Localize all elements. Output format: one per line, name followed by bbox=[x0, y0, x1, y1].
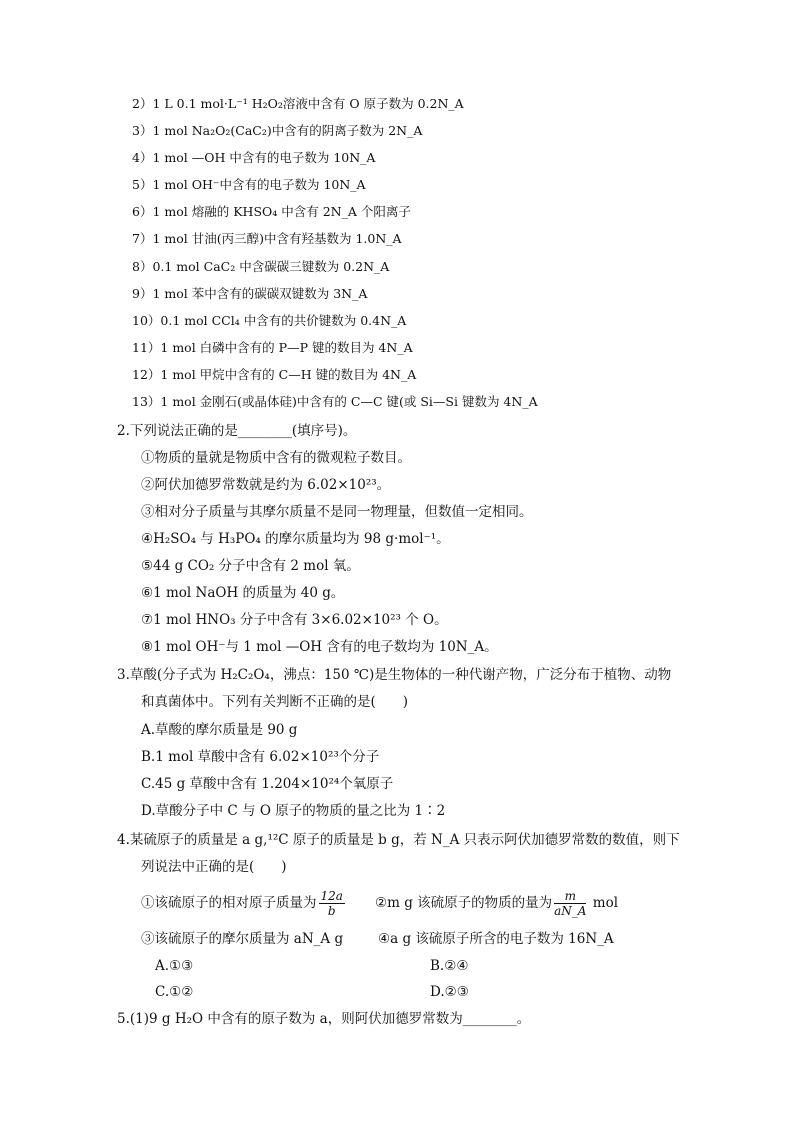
question-2-statement: ⑤44 g CO₂ 分子中含有 2 mol 氧。 bbox=[141, 558, 360, 574]
question-2-statement: ③相对分子质量与其摩尔质量不是同一物理量，但数值一定相同。 bbox=[141, 504, 533, 520]
list-item: 10）0.1 mol CCl₄ 中含有的共价键数为 0.4N_A bbox=[132, 313, 407, 328]
fraction bbox=[554, 889, 586, 918]
statement-text: ①该硫原子的相对原子质量为 bbox=[141, 895, 317, 911]
option-c: C.45 g 草酸中含有 1.204×10²⁴个氧原子 bbox=[141, 776, 394, 792]
question-5-stem: 5.(1)9 g H₂O 中含有的原子数为 a，则阿伏加德罗常数为________。 bbox=[117, 1011, 531, 1027]
list-item: 6）1 mol 熔融的 KHSO₄ 中含有 2N_A 个阳离子 bbox=[132, 204, 411, 219]
question-4-statement-4: ④a g 该硫原子所含的电子数为 16N_A bbox=[378, 931, 614, 947]
option-a: A.草酸的摩尔质量是 90 g bbox=[141, 722, 298, 738]
fraction-numerator: m bbox=[554, 889, 586, 904]
question-4-stem: 列说法中正确的是( ) bbox=[141, 859, 287, 875]
question-2-statement: ⑧1 mol OH⁻与 1 mol —OH 含有的电子数均为 10N_A。 bbox=[141, 639, 498, 655]
question-2-statement: ⑦1 mol HNO₃ 分子中含有 3×6.02×10²³ 个 O。 bbox=[141, 612, 448, 628]
fraction bbox=[319, 889, 345, 918]
fraction-denominator: b bbox=[327, 904, 336, 918]
question-3-stem: 和真菌体中。下列有关判断不正确的是( ) bbox=[141, 694, 409, 710]
list-item: 3）1 mol Na₂O₂(CaC₂)中含有的阴离子数为 2N_A bbox=[132, 123, 423, 138]
option-b: B.②④ bbox=[430, 958, 469, 974]
option-d: D.草酸分子中 C 与 O 原子的物质的量之比为 1∶2 bbox=[141, 803, 446, 819]
question-3-stem: 3.草酸(分子式为 H₂C₂O₄，沸点：150 ℃)是生物体的一种代谢产物，广泛分布于植物、动物 bbox=[117, 667, 672, 683]
option-b: B.1 mol 草酸中含有 6.02×10²³个分子 bbox=[141, 749, 380, 765]
question-2-stem: 2.下列说法正确的是________(填序号)。 bbox=[117, 423, 357, 439]
question-2-statement: ①物质的量就是物质中含有的微观粒子数目。 bbox=[141, 450, 411, 466]
fraction-numerator: 12a bbox=[320, 889, 343, 903]
list-item: 8）0.1 mol CaC₂ 中含碳碳三键数为 0.2N_A bbox=[132, 259, 390, 274]
list-item: 13）1 mol 金刚石(或晶体硅)中含有的 C—C 键(或 Si—Si 键数为 4N_A bbox=[132, 394, 538, 409]
list-item: 9）1 mol 苯中含有的碳碳双键数为 3N_A bbox=[132, 286, 368, 301]
list-item: 4）1 mol —OH 中含有的电子数为 10N_A bbox=[132, 150, 376, 165]
question-2-statement: ④H₂SO₄ 与 H₃PO₄ 的摩尔质量均为 98 g·mol⁻¹。 bbox=[141, 531, 450, 547]
question-4-statement-1 bbox=[141, 885, 347, 921]
list-item: 12）1 mol 甲烷中含有的 C—H 键的数目为 4N_A bbox=[132, 367, 417, 382]
list-item: 2）1 L 0.1 mol·L⁻¹ H₂O₂溶液中含有 O 原子数为 0.2N_A bbox=[132, 96, 464, 111]
list-item: 11）1 mol 白磷中含有的 P—P 键的数目为 4N_A bbox=[132, 340, 413, 355]
question-4-statement-2 bbox=[375, 885, 618, 921]
question-4-statement-3: ③该硫原子的摩尔质量为 aN_A g bbox=[141, 931, 344, 947]
unit-text: mol bbox=[592, 895, 619, 911]
list-item: 5）1 mol OH⁻中含有的电子数为 10N_A bbox=[132, 177, 366, 192]
statement-text: ②m g 该硫原子的物质的量为 bbox=[375, 895, 553, 911]
option-c: C.①② bbox=[155, 984, 194, 1000]
option-d: D.②③ bbox=[430, 984, 469, 1000]
list-item: 7）1 mol 甘油(丙三醇)中含有羟基数为 1.0N_A bbox=[132, 231, 402, 246]
fraction-denominator: aN_A bbox=[554, 904, 587, 918]
question-2-statement: ②阿伏加德罗常数就是约为 6.02×10²³。 bbox=[141, 477, 391, 493]
question-2-statement: ⑥1 mol NaOH 的质量为 40 g。 bbox=[141, 585, 345, 601]
question-4-stem: 4.某硫原子的质量是 a g,¹²C 原子的质量是 b g，若 N_A 只表示阿伏加德罗常数的数值，则下 bbox=[117, 832, 680, 848]
option-a: A.①③ bbox=[155, 958, 194, 974]
